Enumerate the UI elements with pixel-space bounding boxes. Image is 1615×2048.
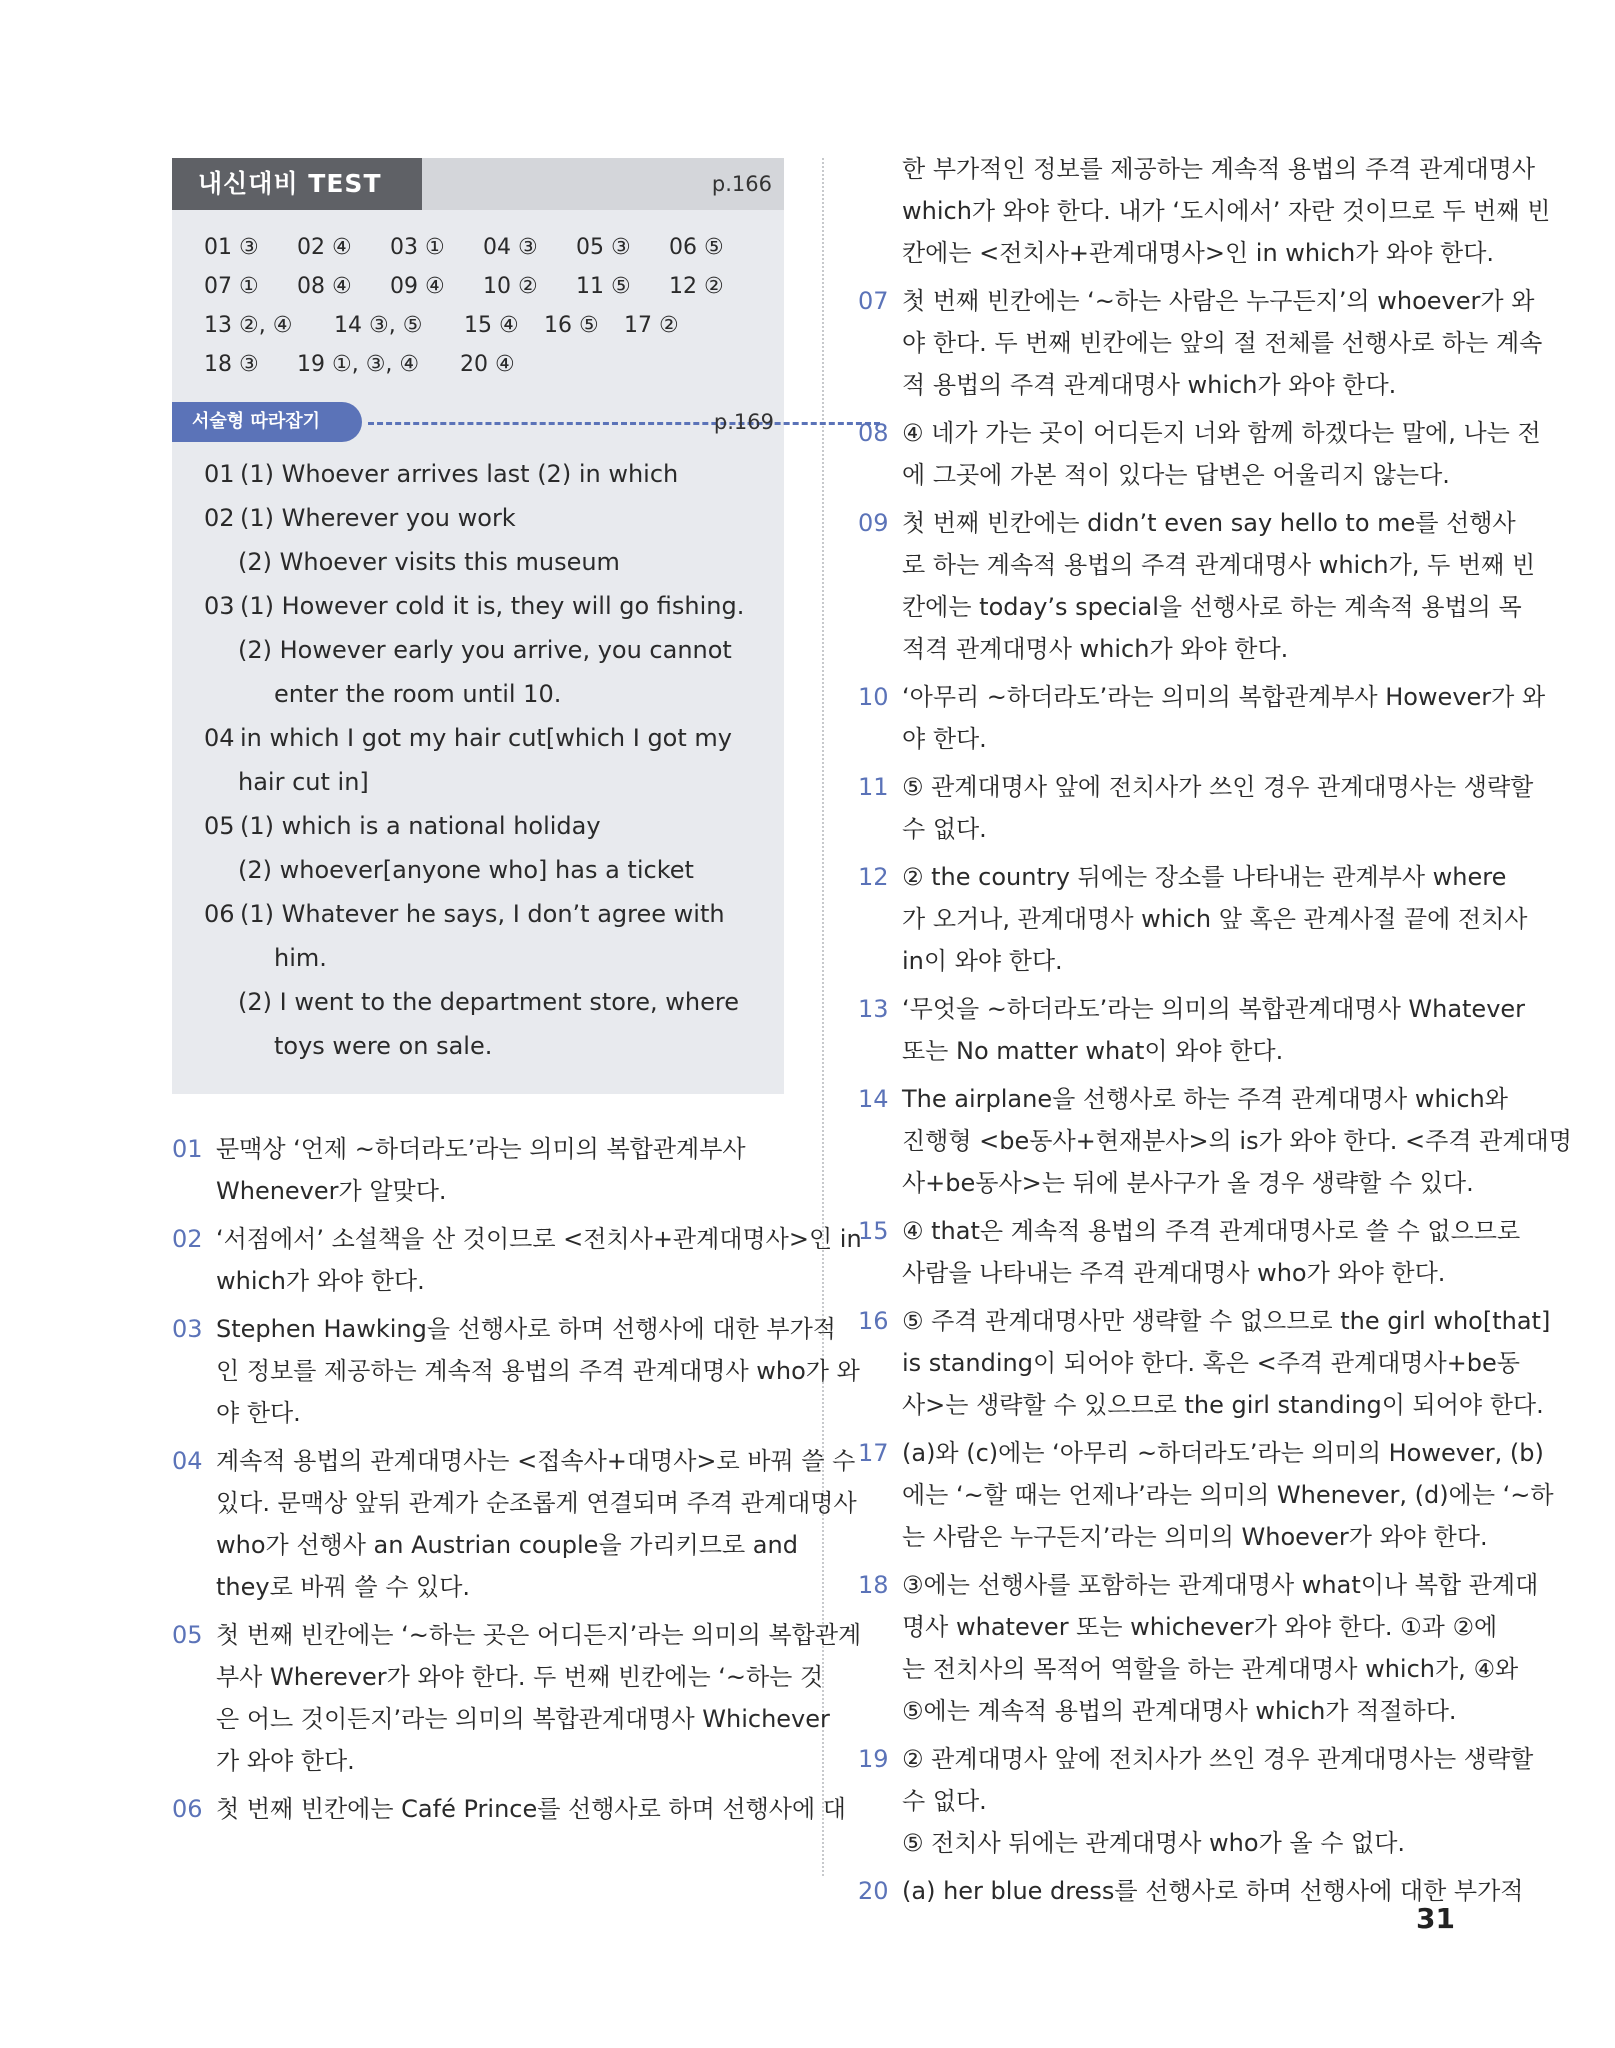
- answer-row: [204, 345, 754, 384]
- explanation-line: 적 용법의 주격 관계대명사 which가 와야 한다.: [902, 371, 1397, 399]
- explanation-number: 20: [858, 1877, 889, 1905]
- answer-item: 03 ①: [390, 235, 445, 260]
- written-answer-line: [204, 584, 754, 628]
- explanation-line: 에 그곳에 가본 적이 있다는 답변은 어울리지 않는다.: [902, 461, 1450, 489]
- explanation-line: 에는 ‘~할 때는 언제나’라는 의미의 Whenever, (d)에는 ‘~하: [902, 1481, 1554, 1509]
- explanation-item: [858, 676, 1546, 760]
- written-title: 서술형 따라잡기: [172, 402, 362, 442]
- explanation-line: ③에는 선행사를 포함하는 관계대명사 what이나 복합 관계대: [902, 1571, 1539, 1599]
- explanation-number: 11: [858, 773, 889, 801]
- explanation-item: [172, 1308, 860, 1434]
- answer-item: 14 ③, ⑤: [334, 313, 423, 338]
- written-answer-text: (2) However early you arrive, you cannot: [238, 636, 732, 664]
- answer-item: 05 ③: [576, 235, 631, 260]
- explanation-line: 첫 번째 빈칸에는 didn’t even say hello to me를 선행사: [902, 509, 1516, 537]
- explanation-number: 08: [858, 419, 889, 447]
- test-title: 내신대비 TEST: [172, 158, 422, 210]
- explanation-line: (a)와 (c)에는 ‘아무리 ~하더라도’라는 의미의 However, (b): [902, 1439, 1544, 1467]
- written-answer-line: [204, 452, 754, 496]
- answer-item: 11 ⑤: [576, 274, 631, 299]
- explanation-item: [858, 988, 1526, 1072]
- question-number: 01: [204, 460, 235, 488]
- written-answer-text: hair cut in]: [238, 768, 369, 796]
- written-page-ref: p.169: [713, 410, 774, 434]
- explanation-line: The airplane을 선행사로 하는 주격 관계대명사 which와: [902, 1085, 1508, 1113]
- explanation-line: which가 와야 한다. 내가 ‘도시에서’ 자란 것이므로 두 번째 빈: [902, 197, 1551, 225]
- explanation-number: 04: [172, 1447, 203, 1475]
- explanation-number: 16: [858, 1307, 889, 1335]
- explanation-line: is standing이 되어야 한다. 혹은 <주격 관계대명사+be동: [902, 1349, 1520, 1377]
- test-page-ref: p.166: [711, 172, 772, 196]
- explanation-line: 또는 No matter what이 와야 한다.: [902, 1037, 1284, 1065]
- explanation-line: ⑤ 주격 관계대명사만 생략할 수 없으므로 the girl who[that]: [902, 1307, 1551, 1335]
- explanation-item: [858, 1210, 1521, 1294]
- written-answer-line: [204, 980, 754, 1024]
- written-answers: [172, 452, 784, 1068]
- written-answer-text: (1) which is a national holiday: [240, 812, 601, 840]
- explanation-number: 15: [858, 1217, 889, 1245]
- explanation-item: [858, 856, 1528, 982]
- answer-item: 02 ④: [297, 235, 352, 260]
- explanation-line: 첫 번째 빈칸에는 ‘~하는 사람은 누구든지’의 whoever가 와: [902, 287, 1535, 315]
- explanation-line: 로 하는 계속적 용법의 주격 관계대명사 which가, 두 번째 빈: [902, 551, 1536, 579]
- explanation-number: 03: [172, 1315, 203, 1343]
- explanation-line: 사+be동사>는 뒤에 분사구가 올 경우 생략할 수 있다.: [902, 1169, 1474, 1197]
- explanation-line: ‘아무리 ~하더라도’라는 의미의 복합관계부사 However가 와: [902, 683, 1546, 711]
- explanation-line: ④ that은 계속적 용법의 주격 관계대명사로 쓸 수 없으므로: [902, 1217, 1521, 1245]
- explanation-line: 는 전치사의 목적어 역할을 하는 관계대명사 which가, ④와: [902, 1655, 1519, 1683]
- written-answer-text: (2) Whoever visits this museum: [238, 548, 620, 576]
- written-answer-line: [204, 716, 754, 760]
- answer-item: 09 ④: [390, 274, 445, 299]
- explanation-item: [172, 1218, 862, 1302]
- answer-row: [204, 228, 754, 267]
- page-number: 31: [1416, 1902, 1455, 1935]
- written-answer-line: [204, 760, 754, 804]
- written-answer-line: [204, 540, 754, 584]
- explanation-number: 06: [172, 1795, 203, 1823]
- written-answer-text: (1) Whoever arrives last (2) in which: [240, 460, 679, 488]
- explanation-item: [858, 1738, 1534, 1864]
- explanation-line: ② 관계대명사 앞에 전치사가 쓰인 경우 관계대명사는 생략할: [902, 1745, 1534, 1773]
- left-column: [172, 158, 862, 1836]
- explanation-item: [858, 280, 1543, 406]
- explanation-line: Stephen Hawking을 선행사로 하며 선행사에 대한 부가적: [216, 1315, 836, 1343]
- written-answer-text: toys were on sale.: [274, 1032, 493, 1060]
- explanation-line: ② the country 뒤에는 장소를 나타내는 관계부사 where: [902, 863, 1507, 891]
- explanation-line: in이 와야 한다.: [902, 947, 1063, 975]
- explanation-line: ‘서점에서’ 소설책을 산 것이므로 <전치사+관계대명사>인 in: [216, 1225, 862, 1253]
- answer-item: 12 ②: [669, 274, 724, 299]
- explanation-item: [858, 1078, 1572, 1204]
- written-answer-text: enter the room until 10.: [274, 680, 562, 708]
- question-number: 02: [204, 504, 235, 532]
- question-number: 05: [204, 812, 235, 840]
- written-answer-text: (2) I went to the department store, where: [238, 988, 739, 1016]
- explanation-line: 계속적 용법의 관계대명사는 <접속사+대명사>로 바꿔 쓸 수: [216, 1447, 856, 1475]
- explanation-line: 칸에는 <전치사+관계대명사>인 in which가 와야 한다.: [902, 239, 1495, 267]
- question-number: 04: [204, 724, 235, 752]
- written-answer-line: [204, 628, 754, 672]
- answer-item: 19 ①, ③, ④: [297, 352, 420, 377]
- explanation-number: 09: [858, 509, 889, 537]
- explanation-line: 첫 번째 빈칸에는 Café Prince를 선행사로 하며 선행사에 대: [216, 1795, 846, 1823]
- explanation-line: 는 사람은 누구든지’라는 의미의 Whoever가 와야 한다.: [902, 1523, 1488, 1551]
- explanation-number: 18: [858, 1571, 889, 1599]
- explanation-number: 05: [172, 1621, 203, 1649]
- dashed-rule: [368, 422, 880, 425]
- explanation-item: [858, 1432, 1554, 1558]
- explanation-line: 야 한다. 두 번째 빈칸에는 앞의 절 전체를 선행사로 하는 계속: [902, 329, 1543, 357]
- explanation-line: (a) her blue dress를 선행사로 하며 선행사에 대한 부가적: [902, 1877, 1524, 1905]
- answer-item: 06 ⑤: [669, 235, 724, 260]
- explanation-line: ⑤ 관계대명사 앞에 전치사가 쓰인 경우 관계대명사는 생략할: [902, 773, 1534, 801]
- written-answer-text: (1) However cold it is, they will go fishing.: [240, 592, 745, 620]
- written-answer-line: [204, 496, 754, 540]
- explanation-line: 수 없다.: [902, 815, 987, 843]
- explanation-line: 야 한다.: [216, 1399, 301, 1427]
- explanation-item: [858, 1870, 1524, 1912]
- explanation-line: 사람을 나타내는 주격 관계대명사 who가 와야 한다.: [902, 1259, 1446, 1287]
- explanation-number: 01: [172, 1135, 203, 1163]
- answer-row: [204, 267, 754, 306]
- answer-item: 07 ①: [204, 274, 259, 299]
- written-answer-text: in which I got my hair cut[which I got my: [240, 724, 732, 752]
- explanation-line: Whenever가 알맞다.: [216, 1177, 447, 1205]
- answer-item: 04 ③: [483, 235, 538, 260]
- written-answer-line: [204, 672, 754, 716]
- explanation-line: 부사 Wherever가 와야 한다. 두 번째 빈칸에는 ‘~하는 것: [216, 1663, 824, 1691]
- explanation-line: 한 부가적인 정보를 제공하는 계속적 용법의 주격 관계대명사: [902, 155, 1536, 183]
- explanation-line: 진행형 <be동사+현재분사>의 is가 와야 한다. <주격 관계대명: [902, 1127, 1572, 1155]
- written-answer-text: him.: [274, 944, 327, 972]
- explanation-item: [858, 412, 1541, 496]
- answer-item: 10 ②: [483, 274, 538, 299]
- explanation-line: ‘무엇을 ~하더라도’라는 의미의 복합관계대명사 Whatever: [902, 995, 1526, 1023]
- explanation-line: ⑤ 전치사 뒤에는 관계대명사 who가 올 수 없다.: [902, 1829, 1406, 1857]
- explanation-number: 13: [858, 995, 889, 1023]
- explanation-number: 12: [858, 863, 889, 891]
- explanation-item: [172, 1788, 846, 1830]
- explanation-line: 은 어느 것이든지’라는 의미의 복합관계대명사 Whichever: [216, 1705, 830, 1733]
- answer-key: [172, 210, 784, 394]
- explanation-item: [858, 1564, 1539, 1732]
- explanation-item: [172, 1128, 784, 1212]
- written-answer-text: (2) whoever[anyone who] has a ticket: [238, 856, 694, 884]
- answer-item: 01 ③: [204, 235, 259, 260]
- explanation-number: 14: [858, 1085, 889, 1113]
- explanation-line: 명사 whatever 또는 whichever가 와야 한다. ①과 ②에: [902, 1613, 1498, 1641]
- explanation-line: which가 와야 한다.: [216, 1267, 425, 1295]
- explanation-line: ⑤에는 계속적 용법의 관계대명사 which가 적절하다.: [902, 1697, 1457, 1725]
- explanation-number: 19: [858, 1745, 889, 1773]
- written-header: [172, 402, 784, 442]
- explanation-number: 02: [172, 1225, 203, 1253]
- explanation-line: 적격 관계대명사 which가 와야 한다.: [902, 635, 1289, 663]
- explanation-line: 수 없다.: [902, 1787, 987, 1815]
- explanation-line: 가 와야 한다.: [216, 1747, 355, 1775]
- written-answer-text: (1) Whatever he says, I don’t agree with: [240, 900, 725, 928]
- answer-row: [204, 306, 754, 345]
- explanation-item: [858, 766, 1534, 850]
- explanation-line: 문맥상 ‘언제 ~하더라도’라는 의미의 복합관계부사: [216, 1135, 746, 1163]
- explanation-item: [858, 1300, 1551, 1426]
- question-number: 06: [204, 900, 235, 928]
- explanation-number: 07: [858, 287, 889, 315]
- answer-item: 16 ⑤: [544, 313, 599, 338]
- explanation-line: they로 바꿔 쓸 수 있다.: [216, 1573, 471, 1601]
- explanation-line: who가 선행사 an Austrian couple을 가리키므로 and: [216, 1531, 798, 1559]
- answer-item: 08 ④: [297, 274, 352, 299]
- written-answer-line: [204, 848, 754, 892]
- right-explanations: [858, 148, 1572, 1918]
- explanation-item: [172, 1440, 857, 1608]
- explanation-line: 야 한다.: [902, 725, 987, 753]
- explanation-line: 사>는 생략할 수 있으므로 the girl standing이 되어야 한다.: [902, 1391, 1544, 1419]
- column-divider: [822, 158, 824, 1876]
- left-explanations: [172, 1128, 862, 1830]
- answer-item: 15 ④: [464, 313, 519, 338]
- written-answer-line: [204, 936, 754, 980]
- written-answer-line: [204, 1024, 754, 1068]
- explanation-line: 칸에는 today’s special을 선행사로 하는 계속적 용법의 목: [902, 593, 1522, 621]
- explanation-line: 첫 번째 빈칸에는 ‘~하는 곳은 어디든지’라는 의미의 복합관계: [216, 1621, 862, 1649]
- answer-item: 17 ②: [624, 313, 679, 338]
- explanation-line: 가 오거나, 관계대명사 which 앞 혹은 관계사절 끝에 전치사: [902, 905, 1528, 933]
- explanation-item: [858, 502, 1536, 670]
- written-answer-line: [204, 804, 754, 848]
- answer-box: [172, 158, 784, 1094]
- explanation-line: ④ 네가 가는 곳이 어디든지 너와 함께 하겠다는 말에, 나는 전: [902, 419, 1541, 447]
- answer-item: 13 ②, ④: [204, 313, 293, 338]
- explanation-number: 10: [858, 683, 889, 711]
- explanation-item: [858, 148, 1551, 274]
- explanation-line: 있다. 문맥상 앞뒤 관계가 순조롭게 연결되며 주격 관계대명사: [216, 1489, 857, 1517]
- question-number: 03: [204, 592, 235, 620]
- answer-item: 18 ③: [204, 352, 259, 377]
- explanation-number: 17: [858, 1439, 889, 1467]
- explanation-line: 인 정보를 제공하는 계속적 용법의 주격 관계대명사 who가 와: [216, 1357, 860, 1385]
- written-answer-text: (1) Wherever you work: [240, 504, 516, 532]
- written-answer-line: [204, 892, 754, 936]
- test-header: [172, 158, 784, 210]
- explanation-item: [172, 1614, 862, 1782]
- answer-item: 20 ④: [460, 352, 515, 377]
